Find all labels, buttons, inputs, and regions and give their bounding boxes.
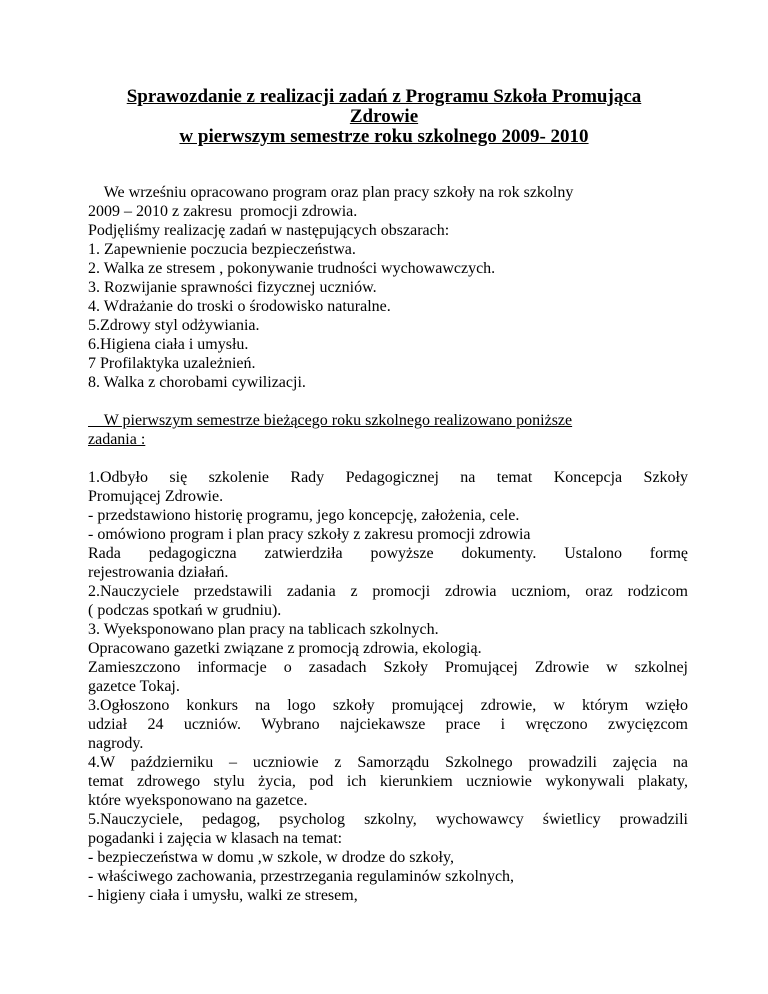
task-line: - przedstawiono historię programu, jego koncepcję, założenia, cele. [88, 507, 520, 524]
task-line: udział 24 uczniów. Wybrano najciekawsze prace i wręczono zwycięzcom [88, 716, 688, 733]
section-heading-line: zadania : [88, 431, 146, 448]
tasks-list [88, 468, 688, 905]
title-line-1: Sprawozdanie z realizacji zadań z Programu Szkoła Promująca [126, 86, 642, 107]
task-line: pogadanki i zajęcia w klasach na temat: [88, 830, 343, 847]
list-item: 4. Wdrażanie do troski o środowisko naturalne. [88, 298, 391, 315]
task-line: nagrody. [88, 735, 144, 752]
list-item: 6.Higiena ciała i umysłu. [88, 336, 249, 353]
list-item: 7 Profilaktyka uzależnień. [88, 355, 256, 372]
list-item: 2. Walka ze stresem , pokonywanie trudności wychowawczych. [88, 260, 496, 277]
document-title [80, 87, 688, 147]
areas-list [88, 240, 688, 392]
list-item: 5.Zdrowy styl odżywiania. [88, 317, 260, 334]
task-line: Rada pedagogiczna zatwierdziła powyższe dokumenty. Ustalono formę [88, 545, 688, 562]
task-line: - bezpieczeństwa w domu ,w szkole, w drodze do szkoły, [88, 849, 454, 866]
section-heading [88, 411, 688, 449]
list-item: 3. Rozwijanie sprawności fizycznej uczniów. [88, 279, 377, 296]
title-line-2: Zdrowie [349, 106, 419, 127]
list-item: 1. Zapewnienie poczucia bezpieczeństwa. [88, 241, 356, 258]
task-line: 2.Nauczyciele przedstawili zadania z promocji zdrowia uczniom, oraz rodzicom [88, 583, 688, 600]
task-line: ( podczas spotkań w grudniu). [88, 602, 282, 619]
list-item: 8. Walka z chorobami cywilizacji. [88, 374, 306, 391]
task-line: - omówiono program i plan pracy szkoły z zakresu promocji zdrowia [88, 526, 531, 543]
task-line: - higieny ciała i umysłu, walki ze stresem, [88, 887, 358, 904]
section-heading-line: W pierwszym semestrze bieżącego roku szkolnego realizowano poniższe [88, 412, 573, 429]
task-line: 5.Nauczyciele, pedagog, psycholog szkolny, wychowawcy świetlicy prowadzili [88, 811, 688, 828]
task-line: 3. Wyeksponowano plan pracy na tablicach szkolnych. [88, 621, 439, 638]
task-line: Promującej Zdrowie. [88, 488, 224, 505]
task-line: Zamieszczono informacje o zasadach Szkoły Promującej Zdrowie w szkolnej [88, 659, 688, 676]
intro-line: We wrześniu opracowano program oraz plan pracy szkoły na rok szkolny [88, 184, 574, 201]
task-line: temat zdrowego stylu życia, pod ich kierunkiem uczniowie wykonywali plakaty, [88, 773, 688, 790]
task-line: 1.Odbyło się szkolenie Rady Pedagogicznej na temat Koncepcja Szkoły [88, 469, 688, 486]
intro-paragraph [88, 183, 688, 240]
document-body [88, 183, 688, 905]
task-line: rejestrowania działań. [88, 564, 229, 581]
task-line: które wyeksponowano na gazetce. [88, 792, 308, 809]
task-line: 4.W październiku – uczniowie z Samorządu Szkolnego prowadzili zajęcia na [88, 754, 688, 771]
task-line: Opracowano gazetki związane z promocją zdrowia, ekologią. [88, 640, 482, 657]
task-line: - właściwego zachowania, przestrzegania regulaminów szkolnych, [88, 868, 515, 885]
task-line: gazetce Tokaj. [88, 678, 180, 695]
task-line: 3.Ogłoszono konkurs na logo szkoły promującej zdrowie, w którym wzięło [88, 697, 688, 714]
intro-line: Podjęliśmy realizację zadań w następujących obszarach: [88, 222, 450, 239]
title-line-3: w pierwszym semestrze roku szkolnego 2009- 2010 [179, 126, 589, 147]
intro-line: 2009 – 2010 z zakresu promocji zdrowia. [88, 203, 358, 220]
